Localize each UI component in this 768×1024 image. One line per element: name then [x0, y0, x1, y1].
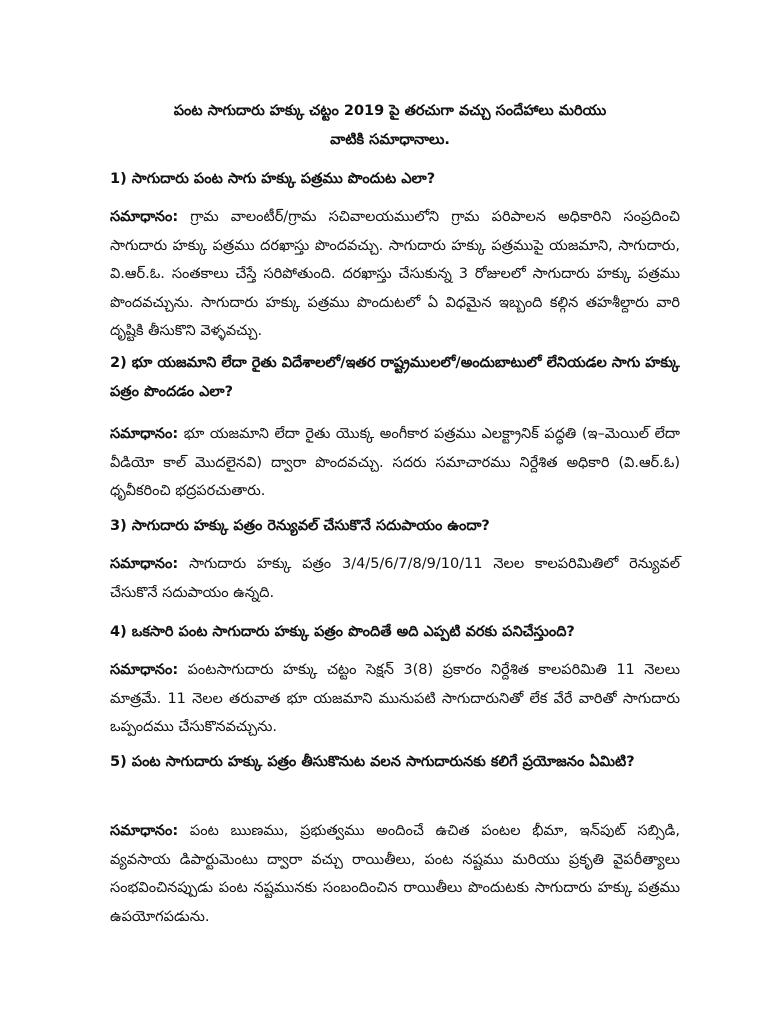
question-4: 4) ఒకసారి పంట సాగుదారు హక్కు పత్రం పొందితే అది ఎప్పటి వరకు పనిచేస్తుంది? — [110, 624, 575, 640]
answer-1 — [110, 203, 680, 346]
document-title-line-2: వాటికి సమాధానాలు. — [330, 132, 450, 148]
answer-2 — [110, 420, 680, 506]
answer-label: సమాధానం: — [110, 662, 179, 678]
answer-label: సమాధానం: — [110, 209, 179, 225]
question-1: 1) సాగుదారు పంట సాగు హక్కు పత్రము పొందుట ఎలా? — [110, 171, 436, 187]
answer-text: గ్రామ వాలంటీర్/గ్రామ సచివాలయములోని గ్రామ పరిపాలన అధికారిని సంప్రదించి సాగుదారు హక్కు పత్రము దరఖాస్తు పొందవచ్చు. సాగుదారు హక్కు పత్రముపై యజమాని, సాగుదారు, వి.ఆర్.ఓ. సంతకాలు చేస్తే సరిపోతుంది. దరఖాస్తు చేసుకున్న 3 రోజులలో సాగుదారు హక్కు పత్రము పొందవచ్చును. సాగుదారు హక్కు పత్రము పొందుటలో ఏ విధమైన ఇబ్బంది కల్గిన తహశీల్దారు వారి దృష్టికి తీసుకొని వెళ్ళవచ్చు. — [110, 209, 680, 339]
answer-label: సమాధానం: — [110, 426, 179, 442]
answer-label: సమాధానం: — [110, 556, 179, 572]
question-5: 5) పంట సాగుదారు హక్కు పత్రం తీసుకొనుట వలన సాగుదారునకు కలిగే ప్రయోజనం ఏమిటి? — [110, 754, 635, 770]
document-title-line-1: పంట సాగుదారు హక్కు చట్టం 2019 పై తరచుగా వచ్చు సందేహాలు మరియు — [173, 103, 607, 119]
answer-label: సమాధానం: — [110, 823, 179, 839]
answer-3 — [110, 550, 680, 607]
answer-4 — [110, 656, 680, 742]
answer-text: పంట ఋణము, ప్రభుత్వము అందించే ఉచిత పంటల భీమా, ఇన్‌పుట్ సబ్సిడి, వ్యవసాయ డిపార్టుమెంటు ద్వారా వచ్చు రాయితీలు, పంట నష్టము మరియు ప్రకృతి వైపరీత్యాలు సంభవించినప్పుడు పంట నష్టమునకు సంబందించిన రాయితీలు పొందుటకు సాగుదారు హక్కు పత్రము ఉపయోగపడును. — [110, 823, 680, 925]
answer-5 — [110, 817, 680, 931]
question-2: 2) భూ యజమాని లేదా రైతు విదేశాలలో/ఇతర రాష్ట్రములలో/అందుబాటులో లేనియడల సాగు హక్కు పత్రం పొందడం ఎలా? — [110, 355, 680, 400]
answer-text: భూ యజమాని లేదా రైతు యొక్క అంగీకార పత్రము ఎలక్ట్రానిక్ పద్ధతి (ఇ–మెయిల్ లేదా వీడియో కాల్ మొదలైనవి) ద్వారా పొందవచ్చు. సదరు సమాచారము నిర్దేశిత అధికారి (వి.ఆర్.ఓ) ధృవీకరించి భద్రపరచుతారు. — [110, 426, 680, 499]
answer-text: పంటసాగుదారు హక్కు చట్టం సెక్షన్ 3(8) ప్రకారం నిర్దేశిత కాలపరిమితి 11 నెలలు మాత్రమే. 11 నెలల తరువాత భూ యజమాని మునుపటి సాగుదారునితో లేక వేరే వారితో సాగుదారు ఒప్పందము చేసుకొనవచ్చును. — [110, 662, 680, 735]
question-3: 3) సాగుదారు హక్కు పత్రం రెన్యువల్ చేసుకొనే సదుపాయం ఉందా? — [110, 518, 490, 534]
answer-text: సాగుదారు హక్కు పత్రం 3/4/5/6/7/8/9/10/11 నెలల కాలపరిమితిలో రెన్యువల్ చేసుకొనే సదుపాయం ఉన్నది. — [110, 556, 680, 601]
